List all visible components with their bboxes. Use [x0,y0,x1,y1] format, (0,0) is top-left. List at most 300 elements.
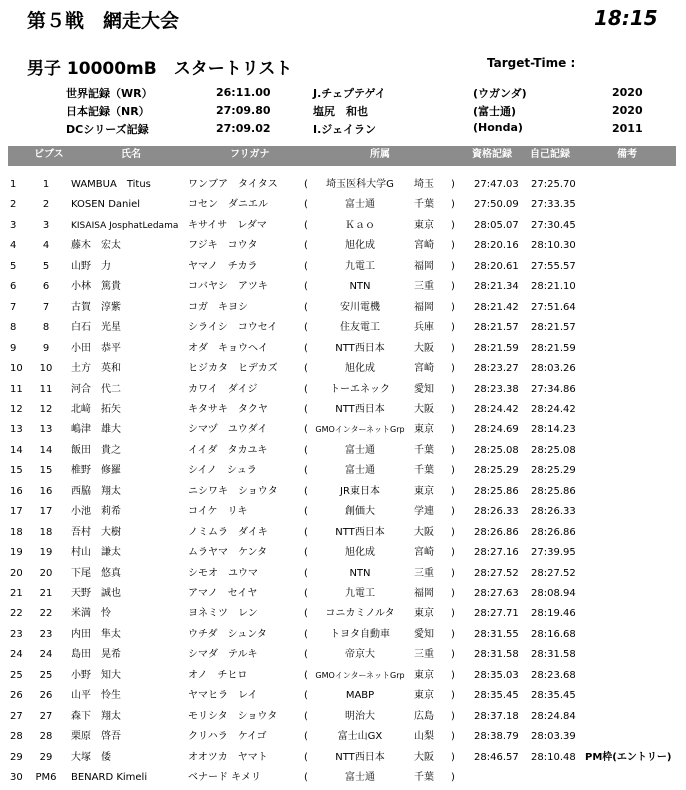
cell-no: 9 [10,342,17,354]
cell-no: 21 [10,588,23,599]
table-row [0,319,686,340]
cell-name: 古賀 淳紫 [71,301,121,313]
cell-pb: 28:26.33 [531,506,576,518]
record-year: 2020 [612,86,643,99]
cell-pb: 28:21.59 [531,342,576,354]
paren-close: ) [451,547,455,559]
cell-qual: 28:26.86 [474,526,519,538]
paren-open: ( [304,547,308,559]
cell-kana: ノミムラ ダイキ [188,526,268,538]
cell-team: NTT西日本 [335,751,385,763]
cell-team: 旭化成 [345,240,375,252]
cell-bib: 29 [39,751,53,763]
cell-bib: 28 [39,731,53,743]
paren-close: ) [451,342,455,354]
record-holder: J.チェプテゲイ [313,87,386,100]
cell-pb: 28:03.39 [531,731,576,743]
cell-qual: 28:21.59 [474,342,519,354]
cell-pref: 三重 [414,567,434,579]
cell-name: 小林 篤貴 [71,281,121,293]
paren-open: ( [304,179,308,190]
cell-no: 2 [10,199,17,211]
cell-kana: ムラヤマ ケンタ [188,547,268,559]
record-time: 26:11.00 [216,86,271,99]
table-row [0,278,686,299]
cell-qual: 28:21.34 [474,281,519,293]
cell-pb: 27:25.70 [531,179,576,190]
cell-pref: 福岡 [414,588,434,599]
cell-team: 旭化成 [345,363,375,375]
paren-close: ) [451,301,455,313]
cell-qual: 28:31.55 [474,628,519,640]
cell-name: 山平 怜生 [71,690,121,702]
cell-pb: 28:21.57 [531,322,576,334]
cell-bib: 25 [39,669,53,681]
cell-qual: 28:27.52 [474,567,519,579]
paren-open: ( [304,240,308,252]
table-row [0,585,686,606]
cell-bib: 22 [39,608,53,620]
cell-qual: 28:25.08 [474,444,519,456]
cell-kana: コバヤシ アツキ [188,281,268,293]
cell-name: 西脇 翔太 [71,485,121,497]
cell-name: KISAISA JosphatLedama [71,220,179,231]
paren-open: ( [304,301,308,313]
cell-team: 富士通 [345,444,375,456]
cell-bib: 2 [42,199,50,211]
cell-no: 17 [10,506,23,518]
paren-close: ) [451,567,455,579]
cell-pb: 27:39.95 [531,547,576,559]
cell-name: KOSEN Daniel [71,199,141,211]
cell-kana: ニシワキ ショウタ [188,485,278,497]
paren-open: ( [304,281,308,293]
cell-name: 白石 光星 [71,322,121,334]
cell-team: 旭化成 [345,547,375,559]
cell-name: 大塚 倭 [71,751,111,763]
cell-team: NTN [349,567,371,579]
cell-bib: 13 [39,424,53,436]
cell-bib: 19 [39,547,53,559]
cell-pref: 大阪 [414,342,434,354]
cell-kana: オダ キョウヘイ [188,342,268,354]
cell-name: 小池 莉希 [71,506,121,518]
cell-bib: 16 [39,485,53,497]
cell-pref: 大阪 [414,403,434,415]
cell-bib: 8 [42,322,50,334]
cell-kana: ヨネミツ レン [188,608,258,620]
target-time-label: Target-Time : [487,56,576,70]
cell-pb: 28:23.68 [531,669,576,681]
cell-kana: コイケ リキ [188,506,248,518]
table-row [0,565,686,586]
paren-close: ) [451,322,455,334]
paren-close: ) [451,240,455,252]
cell-pb: 28:14.23 [531,424,576,436]
cell-bib: 1 [42,179,50,190]
record-time: 27:09.02 [216,122,271,135]
col-name: 氏名 [121,149,141,160]
cell-team: NTN [349,281,371,293]
cell-pref: 東京 [414,424,434,436]
table-header [8,146,676,166]
record-time: 27:09.80 [216,104,271,117]
record-year: 2011 [612,122,643,135]
cell-qual: 28:37.18 [474,710,519,722]
cell-no: 11 [10,383,23,395]
cell-qual: 28:20.16 [474,240,519,252]
cell-pb: 27:30.45 [531,219,576,231]
record-affiliation: (Honda) [473,121,523,134]
cell-bib: 10 [39,363,53,375]
cell-no: 19 [10,547,23,559]
cell-bib: 12 [39,403,53,415]
cell-kana: ヤマノ チカラ [188,260,258,272]
cell-pref: 千葉 [414,465,434,477]
cell-no: 15 [10,465,23,477]
cell-pref: 大阪 [414,751,434,763]
cell-team: 富士通 [345,199,375,211]
cell-name: 森下 翔太 [71,710,121,722]
col-note: 備考 [617,149,637,160]
cell-name: 下尾 悠真 [71,567,121,579]
paren-close: ) [451,608,455,620]
cell-no: 27 [10,710,23,722]
cell-pref: 三重 [414,281,434,293]
cell-qual: 27:47.03 [474,179,519,190]
cell-name: BENARD Kimeli [71,772,148,784]
cell-pb: 28:19.46 [531,608,576,620]
table-row [0,728,686,749]
cell-name: 吾村 大樹 [71,526,121,538]
cell-pb: 27:33.35 [531,199,576,211]
cell-no: 16 [10,485,23,497]
cell-kana: キサイサ レダマ [188,219,267,231]
cell-bib: 11 [39,383,53,395]
paren-close: ) [451,526,455,538]
table-row [0,442,686,463]
cell-name: 北﨑 拓矢 [71,403,121,415]
col-team: 所属 [370,149,390,160]
cell-name: 椎野 修羅 [71,465,121,477]
cell-no: 28 [10,731,23,743]
paren-close: ) [451,649,455,661]
cell-pref: 千葉 [414,199,434,211]
cell-kana: キタサキ タクヤ [188,403,268,415]
table-row [0,421,686,442]
paren-close: ) [451,506,455,518]
cell-pref: 埼玉 [414,179,434,190]
cell-qual: 28:25.29 [474,465,519,477]
paren-open: ( [304,383,308,395]
cell-team: 安川電機 [340,301,380,313]
cell-pb: 28:21.10 [531,281,576,293]
cell-no: 5 [10,260,17,272]
cell-kana: オノ チヒロ [188,669,248,681]
table-row [0,196,686,217]
cell-pb: 28:27.52 [531,567,576,579]
cell-no: 23 [10,628,23,640]
paren-open: ( [304,669,308,681]
record-year: 2020 [612,104,643,117]
table-row [0,667,686,688]
cell-kana: ワンブア タイタス [188,179,278,190]
cell-pref: 東京 [414,669,434,681]
cell-qual: 28:46.57 [474,751,519,763]
cell-team: GMOインターネットGrp [315,425,405,435]
cell-pb: 28:25.86 [531,485,576,497]
cell-name: WAMBUA Titus [71,179,151,190]
paren-open: ( [304,751,308,763]
table-row [0,646,686,667]
paren-open: ( [304,567,308,579]
cell-team: 富士山GX [337,731,383,743]
cell-name: 小野 知大 [71,669,121,681]
cell-qual: 28:26.33 [474,506,519,518]
start-time: 18:15 [594,6,658,30]
record-holder: 塩尻 和也 [313,105,368,118]
table-row [0,360,686,381]
cell-no: 7 [10,301,17,313]
table-row [0,176,686,197]
cell-team: 帝京大 [345,649,375,661]
table-row [0,503,686,524]
paren-close: ) [451,751,455,763]
cell-qual: 28:27.16 [474,547,519,559]
cell-qual: 28:20.61 [474,260,519,272]
cell-team: JR東日本 [340,485,380,497]
cell-name: 村山 謙太 [71,547,121,559]
paren-open: ( [304,424,308,436]
cell-no: 20 [10,567,23,579]
paren-close: ) [451,383,455,395]
record-holder: I.ジェイラン [313,123,377,136]
cell-bib: 4 [42,240,50,252]
paren-close: ) [451,772,455,784]
cell-name: 河合 代二 [71,383,121,395]
cell-kana: カワイ ダイジ [188,383,258,395]
cell-name: 土方 英和 [71,363,121,375]
cell-bib: 17 [39,506,53,518]
table-row [0,749,686,770]
cell-pref: 東京 [414,485,434,497]
col-kana: フリガナ [230,149,270,160]
cell-team: 富士通 [345,772,375,784]
table-row [0,626,686,647]
cell-no: 13 [10,424,23,436]
cell-kana: クリハラ ケイゴ [188,731,267,743]
cell-team: NTT西日本 [335,403,385,415]
cell-name: 島田 晃希 [71,649,121,661]
cell-qual: 28:21.57 [474,322,519,334]
paren-open: ( [304,710,308,722]
cell-pref: 山梨 [414,731,434,743]
cell-no: 6 [10,281,17,293]
paren-open: ( [304,219,308,231]
col-bib: ビブス [34,149,64,160]
cell-name: 飯田 貴之 [71,444,121,456]
race-title: 男子 10000mB スタートリスト [27,59,293,79]
table-row [0,708,686,729]
paren-close: ) [451,731,455,743]
paren-open: ( [304,649,308,661]
cell-pb: 27:51.64 [531,301,576,313]
cell-pb: 28:03.26 [531,363,576,375]
cell-no: 24 [10,649,23,661]
cell-no: 29 [10,751,23,763]
paren-close: ) [451,260,455,272]
paren-open: ( [304,526,308,538]
paren-open: ( [304,260,308,272]
cell-no: 26 [10,690,23,702]
cell-pref: 愛知 [414,383,434,395]
cell-team: GMOインターネットGrp [315,670,405,680]
cell-bib: 20 [39,567,53,579]
cell-pref: 東京 [414,608,434,620]
cell-kana: オオツカ ヤマト [188,751,268,763]
paren-close: ) [451,588,455,599]
cell-team: トヨタ自動車 [330,628,390,640]
cell-qual: 28:27.71 [474,608,519,620]
cell-bib: 27 [39,710,53,722]
cell-pb: 28:25.29 [531,465,576,477]
col-qual: 資格記録 [472,149,512,160]
record-label: DCシリーズ記録 [66,123,149,136]
cell-name: 米満 怜 [71,608,111,620]
table-row [0,340,686,361]
cell-pref: 愛知 [414,628,434,640]
cell-pb: 28:16.68 [531,628,576,640]
paren-close: ) [451,690,455,702]
paren-close: ) [451,465,455,477]
cell-pref: 広島 [414,710,434,722]
paren-close: ) [451,281,455,293]
table-row [0,217,686,238]
paren-open: ( [304,322,308,334]
cell-qual: 28:23.27 [474,363,519,375]
paren-close: ) [451,669,455,681]
paren-open: ( [304,690,308,702]
cell-pref: 三重 [414,649,434,661]
paren-open: ( [304,628,308,640]
paren-open: ( [304,342,308,354]
cell-pref: 兵庫 [414,322,434,334]
cell-qual: 28:31.58 [474,649,519,661]
paren-close: ) [451,199,455,211]
cell-team: NTT西日本 [335,526,385,538]
cell-name: 天野 誠也 [71,588,121,599]
cell-bib: 26 [39,690,53,702]
cell-bib: 5 [42,260,50,272]
cell-kana: イイダ タカユキ [188,444,268,456]
cell-qual: 28:27.63 [474,588,519,599]
cell-kana: シライシ コウセイ [188,322,278,334]
table-row [0,237,686,258]
cell-qual: 28:35.45 [474,690,519,702]
table-row [0,524,686,545]
cell-team: MABP [345,690,375,702]
cell-pb: 28:24.84 [531,710,576,722]
cell-bib: 23 [39,628,53,640]
cell-kana: ヤマヒラ レイ [188,690,258,702]
table-row [0,687,686,708]
cell-pref: 宮崎 [414,240,434,252]
cell-pb: 28:24.42 [531,403,576,415]
cell-bib: 9 [42,342,50,354]
cell-no: 14 [10,444,23,456]
record-label: 世界記録（WR） [66,87,153,100]
cell-no: 8 [10,322,17,334]
cell-bib: PM6 [35,772,57,784]
table-row [0,401,686,422]
paren-close: ) [451,710,455,722]
paren-open: ( [304,485,308,497]
cell-name: 嶋津 雄大 [71,424,121,436]
paren-close: ) [451,179,455,190]
paren-close: ) [451,363,455,375]
paren-close: ) [451,444,455,456]
cell-name: 山野 力 [71,260,111,272]
table-row [0,544,686,565]
cell-kana: シモオ ユウマ [188,567,258,579]
cell-pref: 学連 [414,506,434,518]
cell-kana: シマダ テルキ [188,649,258,661]
cell-kana: ベナード キメリ [188,772,261,784]
cell-qual: 27:50.09 [474,199,519,211]
cell-no: 4 [10,240,17,252]
cell-qual: 28:38.79 [474,731,519,743]
paren-close: ) [451,219,455,231]
cell-team: 埼玉医科大学G [326,179,394,190]
cell-kana: ウチダ シュンタ [188,628,267,640]
cell-name: 内田 隼太 [71,628,121,640]
table-row [0,483,686,504]
paren-close: ) [451,628,455,640]
cell-pref: 福岡 [414,301,434,313]
cell-no: 18 [10,526,23,538]
cell-no: 22 [10,608,23,620]
cell-pb: 27:55.57 [531,260,576,272]
cell-team: Ｋａｏ [345,219,375,231]
cell-pb: 28:31.58 [531,649,576,661]
cell-team: NTT西日本 [335,342,385,354]
paren-open: ( [304,772,308,784]
cell-qual: 28:24.69 [474,424,519,436]
cell-team: トーエネック [330,383,390,395]
col-pb: 自己記録 [530,149,570,160]
cell-qual: 28:25.86 [474,485,519,497]
table-row [0,605,686,626]
paren-open: ( [304,506,308,518]
cell-team: コニカミノルタ [325,608,395,620]
cell-kana: フジキ コウタ [188,240,258,252]
cell-kana: モリシタ ショウタ [188,710,278,722]
cell-name: 栗原 啓吾 [71,731,121,743]
cell-kana: ヒジカタ ヒデカズ [188,363,278,375]
paren-open: ( [304,444,308,456]
cell-pref: 東京 [414,219,434,231]
paren-close: ) [451,485,455,497]
cell-no: 25 [10,669,23,681]
table-row [0,462,686,483]
cell-pref: 宮崎 [414,547,434,559]
paren-open: ( [304,403,308,415]
cell-name: 藤木 宏太 [71,240,121,252]
cell-bib: 7 [42,301,50,313]
cell-bib: 15 [39,465,53,477]
paren-open: ( [304,731,308,743]
cell-qual: 28:23.38 [474,383,519,395]
